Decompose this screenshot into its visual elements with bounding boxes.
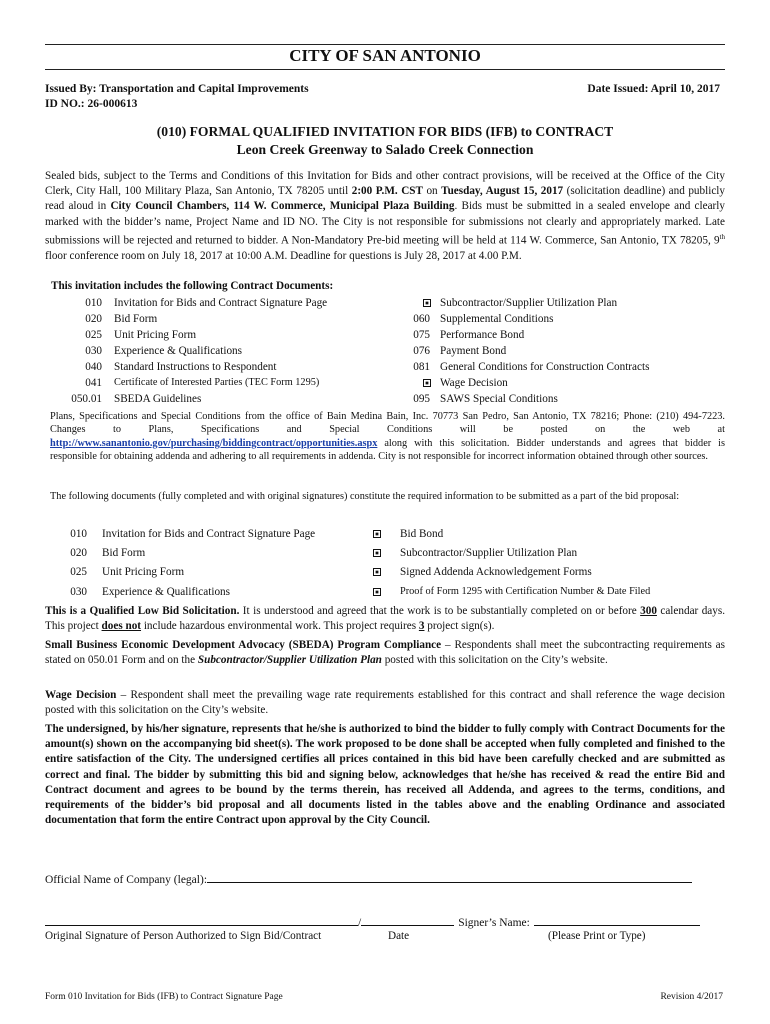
document-number: 095: [413, 393, 430, 405]
checkbox-bullet-icon: [373, 530, 381, 538]
project-name: Leon Creek Greenway to Salado Creek Connection: [236, 142, 534, 157]
document-number: 076: [413, 345, 430, 357]
checkbox-bullet-icon: [373, 588, 381, 596]
list-item: [395, 359, 730, 375]
list-item: [395, 391, 730, 407]
list-item: [45, 584, 375, 603]
list-item: [395, 327, 730, 343]
signature-row: [45, 913, 700, 929]
document-number: 025: [85, 329, 102, 341]
document-label: Unit Pricing Form: [102, 566, 185, 579]
document-label: Bid Form: [114, 313, 158, 325]
document-number: 010: [85, 297, 102, 309]
document-number: 050.01: [71, 393, 102, 405]
ifb-title: (010) FORMAL QUALIFIED INVITATION FOR BIDS (IFB) to CONTRACT: [156, 124, 614, 139]
company-name-row: [45, 870, 692, 886]
list-item: [395, 295, 730, 311]
document-number: 041: [85, 377, 102, 389]
list-item: [395, 375, 730, 391]
document-label: Proof of Form 1295 with Certification Number & Date Filed: [400, 585, 651, 597]
document-label: Experience & Qualifications: [114, 345, 242, 357]
bid-opening-location: City Council Chambers, 114 W. Commerce, Municipal Plaza Building: [110, 200, 455, 213]
plans-text-1: Plans, Specifications and Special Conditions from the office of Bain Medina Bain, Inc. 70773 San Pedro, San Antonio, TX 78216; Phone: (210) 494-7223. Changes to Plans, Specifications and Special Conditions will be posted on the web at: [50, 411, 725, 436]
checkbox-bullet-icon: [373, 568, 381, 576]
document-label: SBEDA Guidelines: [114, 393, 202, 405]
list-item: [45, 327, 405, 343]
document-number: 075: [413, 329, 430, 341]
sbeda-text-2: posted with this solicitation on the City’s website.: [381, 654, 608, 667]
required-right: [370, 526, 730, 603]
document-label: Signed Addenda Acknowledgement Forms: [400, 566, 592, 579]
document-label: Subcontractor/Supplier Utilization Plan: [440, 297, 618, 309]
id-number: ID NO.: 26-000613: [45, 98, 138, 110]
sign-count: 3: [418, 620, 425, 633]
contract-documents-right: [395, 295, 730, 407]
date-field[interactable]: [361, 913, 454, 926]
document-number: 060: [413, 313, 430, 325]
document-label: Subcontractor/Supplier Utilization Plan: [400, 547, 578, 560]
list-item: [45, 526, 375, 545]
intro-text-2: on: [422, 185, 442, 198]
checkbox-bullet-icon: [423, 299, 431, 307]
document-label: Wage Decision: [440, 377, 508, 389]
wage-paragraph: [45, 688, 725, 718]
document-label: Unit Pricing Form: [114, 329, 197, 341]
intro-text-5: floor conference room on July 18, 2017 at 10:00 A.M. Deadline for questions is July 28, 2017 at 4.00 P.M.: [45, 249, 522, 262]
checkbox-bullet-icon: [423, 379, 431, 387]
list-item: [45, 343, 405, 359]
intro-paragraph: [45, 169, 725, 264]
sig-caption: Original Signature of Person Authorized to Sign Bid/Contract: [45, 930, 322, 942]
checkbox-bullet-icon: [373, 549, 381, 557]
list-item: [370, 526, 730, 545]
undersigned-paragraph: The undersigned, by his/her signature, represents that he/she is authorized to bind the bidder to fully comply with Contract Documents for the amount(s) shown on the accompanying bid sheet(s). The work proposed to be done shall be accepted when fully completed and finished to the entire satisfaction of the City. The undersigned certifies all prices contained in this bid have been carefully checked and are submitted as correct and final. The bidder by submitting this bid and signing below, acknowledges that he/she has received & read the entire Bid and Contract document and agrees to be bound by the terms therein, has received all Addenda, and agrees to the terms, conditions, and requirements of the bidder’s bid proposal and all documents listed in the tables above and the enabling Ordinance and associated documentation that form the entire Contract upon approval by the City Council.: [45, 723, 725, 827]
document-number: 020: [70, 547, 87, 560]
list-item: [45, 295, 405, 311]
signer-name-field[interactable]: [534, 913, 700, 926]
contract-documents-heading: This invitation includes the following Contract Documents:: [51, 280, 334, 292]
document-number: 020: [85, 313, 102, 325]
list-item: [45, 391, 405, 407]
document-label: Invitation for Bids and Contract Signature Page: [114, 297, 328, 309]
document-number: 010: [70, 528, 87, 540]
plans-paragraph: [50, 410, 725, 464]
document-number: 025: [70, 566, 87, 579]
document-label: Experience & Qualifications: [102, 585, 230, 598]
list-item: [45, 545, 375, 564]
issued-by: Issued By: Transportation and Capital Improvements: [45, 83, 309, 95]
utilization-plan: Subcontractor/Supplier Utilization Plan: [197, 654, 382, 667]
low-bid-text-4: project sign(s).: [424, 620, 495, 633]
intro-text-1: Sealed bids, subject to the Terms and Conditions of this Invitation for Bids and other contract provisions, will be received at the Office of the City Clerk, City Hall, 100 Military Plaza, San Antonio, TX 78205 until: [45, 170, 725, 198]
sbeda-lead: Small Business Economic Development Advocacy (SBEDA) Program Compliance: [45, 639, 442, 651]
deadline-time: 2:00 P.M. CST: [351, 185, 423, 198]
document-label: Payment Bond: [440, 345, 507, 357]
intro-text-4: . Bids must be submitted in a sealed envelope and clearly marked with the bidder’s name, Project Name and ID NO. The City is not responsible for submissions not clearly and appropriately marked. Late submissions will be rejected and returned to bidder. A Non-Mandatory Pre-bid meeting will be held at 114 W. Commerce, San Antonio, TX 78205, 9: [45, 200, 725, 247]
top-rule: [45, 44, 725, 45]
document-label: Bid Bond: [400, 528, 444, 540]
document-label: Invitation for Bids and Contract Signature Page: [102, 528, 316, 540]
low-bid-lead: This is a Qualified Low Bid Solicitation.: [45, 605, 240, 617]
document-label: Standard Instructions to Respondent: [114, 361, 277, 373]
opportunities-link[interactable]: http://www.sanantonio.gov/purchasing/biddingcontract/opportunities.aspx: [50, 437, 378, 449]
signer-name-label: Signer’s Name:: [458, 917, 530, 929]
does-not: does not: [101, 620, 142, 633]
title-rule: [45, 69, 725, 70]
list-item: [370, 564, 730, 583]
required-intro: The following documents (fully completed and with original signatures) constitute the required information to be submitted as a part of the bid proposal:: [50, 491, 680, 502]
list-item: [370, 584, 730, 603]
list-item: [395, 311, 730, 327]
date-issued: Date Issued: April 10, 2017: [587, 83, 720, 95]
document-label: SAWS Special Conditions: [440, 393, 558, 405]
footer-form-name: Form 010 Invitation for Bids (IFB) to Contract Signature Page: [45, 992, 283, 1002]
document-number: 081: [413, 361, 430, 373]
low-bid-text-3: include hazardous environmental work. This project requires: [141, 620, 419, 633]
company-name-label: Official Name of Company (legal):: [45, 874, 208, 886]
list-item: [45, 375, 405, 391]
print-caption: (Please Print or Type): [548, 930, 646, 942]
signature-field[interactable]: [45, 913, 358, 926]
document-label: Certificate of Interested Parties (TEC Form 1295): [114, 377, 320, 388]
list-item: [370, 545, 730, 564]
completion-days: 300: [640, 605, 657, 617]
footer-revision: Revision 4/2017: [660, 992, 723, 1002]
slash: /: [358, 917, 362, 929]
document-label: Bid Form: [102, 547, 146, 560]
date-caption: Date: [388, 930, 410, 942]
plans-text-2: along with this solicitation. Bidder understands and agrees that bidder is responsible for obtaining addenda and adhering to all requirements in addenda. City is not responsible for incorrect information obtained through other sources.: [50, 437, 725, 463]
sbeda-text-1: – Respondents shall meet the subcontracting requirements as stated on 050.01 Form and on the: [45, 639, 725, 667]
company-name-field[interactable]: [207, 870, 692, 883]
sbeda-paragraph: [45, 638, 725, 668]
document-label: Performance Bond: [440, 329, 525, 341]
floor-superscript: th: [719, 232, 725, 241]
document-number: 040: [85, 361, 102, 373]
list-item: [45, 359, 405, 375]
deadline-date: Tuesday, August 15, 2017: [441, 185, 564, 198]
low-bid-text-2: calendar days. This project: [45, 605, 725, 633]
contract-documents-left: [45, 295, 405, 407]
document-label: General Conditions for Construction Contracts: [440, 361, 650, 373]
low-bid-paragraph: [45, 604, 725, 634]
list-item: [45, 311, 405, 327]
city-title: CITY OF SAN ANTONIO: [289, 46, 481, 65]
required-left: [45, 526, 375, 603]
document-number: 030: [85, 345, 102, 357]
intro-text-3: (solicitation deadline) and publicly read aloud in: [45, 185, 726, 213]
low-bid-text-1: It is understood and agreed that the work is to be substantially completed on or before: [239, 605, 641, 617]
wage-text: – Respondent shall meet the prevailing wage rate requirements established for this contract and shall reference the wage decision posted with this solicitation on the City’s website.: [45, 689, 725, 717]
document-label: Supplemental Conditions: [440, 313, 554, 325]
document-number: 030: [70, 585, 87, 598]
list-item: [45, 564, 375, 583]
list-item: [395, 343, 730, 359]
wage-lead: Wage Decision: [45, 689, 117, 701]
